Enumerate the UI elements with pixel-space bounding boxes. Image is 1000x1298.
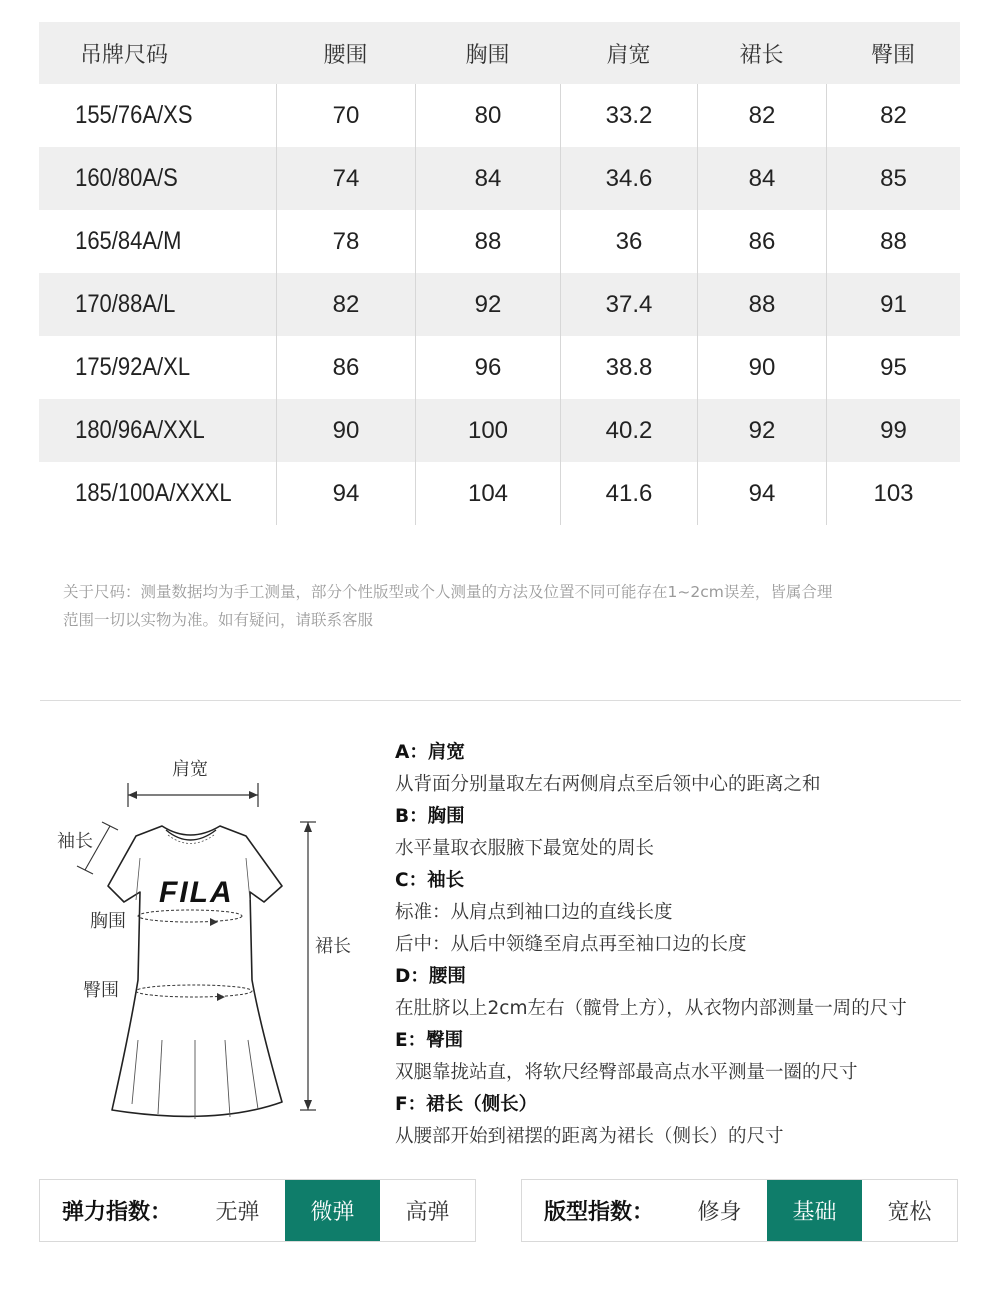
cell-waist: 78 [276,210,415,273]
fit-option[interactable]: 宽松 [887,1200,932,1225]
elasticity-option[interactable]: 高弹 [405,1200,450,1225]
table-row [39,336,960,399]
cell-size: 160/80A/S [75,164,178,192]
cell-hip: 82 [826,84,960,147]
measurement-note [63,578,963,634]
cell-waist: 94 [276,462,415,525]
cell-size: 170/88A/L [75,290,176,318]
cell-length: 88 [697,273,826,336]
guide-description: 双腿靠拢站直，将软尺经臀部最高点水平测量一圈的尺寸 [395,1062,858,1083]
guide-title: E：臀围 [395,1030,464,1051]
dress-illustration [40,740,380,1140]
guide-title: C：袖长 [395,870,465,891]
cell-hip: 85 [826,147,960,210]
length-label: 裙长 [315,936,351,957]
table-header-row [39,22,960,84]
cell-chest: 80 [415,84,560,147]
cell-hip: 103 [826,462,960,525]
elasticity-option[interactable]: 微弹 [285,1180,380,1241]
cell-waist: 90 [276,399,415,462]
guide-title: F：裙长（侧长） [395,1094,538,1115]
header-hip: 臀围 [870,42,915,68]
cell-hip: 95 [826,336,960,399]
table-row [39,462,960,525]
cell-chest: 88 [415,210,560,273]
cell-waist: 86 [276,336,415,399]
table-row [39,147,960,210]
fit-title: 版型指数： [544,1200,655,1225]
elasticity-option[interactable]: 无弹 [215,1200,260,1225]
cell-size: 165/84A/M [75,227,182,255]
cell-length: 92 [697,399,826,462]
cell-chest: 104 [415,462,560,525]
guide-description: 标准：从肩点到袖口边的直线长度 [395,902,673,923]
fit-index [521,1179,958,1242]
cell-size: 175/92A/XL [75,353,191,381]
cell-length: 86 [697,210,826,273]
note-line-2: 范围一切以实物为准。如有疑问，请联系客服 [63,611,374,629]
cell-chest: 84 [415,147,560,210]
cell-chest: 100 [415,399,560,462]
cell-chest: 96 [415,336,560,399]
sleeve-label: 袖长 [57,831,93,852]
table-row [39,84,960,147]
cell-shoulder: 33.2 [560,84,697,147]
table-body [39,84,960,525]
table-row [39,210,960,273]
cell-shoulder: 37.4 [560,273,697,336]
cell-chest: 92 [415,273,560,336]
fit-option[interactable]: 修身 [697,1200,742,1225]
guide-description: 水平量取衣服腋下最宽处的周长 [395,838,655,859]
chest-label: 胸围 [90,911,126,932]
elasticity-title: 弹力指数： [62,1200,173,1225]
measurement-guide [395,737,995,1153]
cell-hip: 91 [826,273,960,336]
elasticity-index [39,1179,476,1242]
cell-waist: 82 [276,273,415,336]
header-length: 裙长 [739,42,784,68]
cell-waist: 70 [276,84,415,147]
cell-hip: 99 [826,399,960,462]
cell-shoulder: 40.2 [560,399,697,462]
size-table [39,22,960,525]
cell-shoulder: 36 [560,210,697,273]
hip-label: 臀围 [83,980,119,1001]
cell-length: 90 [697,336,826,399]
fila-logo: FILA [159,876,234,909]
table-row [39,273,960,336]
cell-shoulder: 38.8 [560,336,697,399]
note-line-1: 关于尺码：测量数据均为手工测量，部分个性版型或个人测量的方法及位置不同可能存在1~2cm误差，皆属合理 [63,583,833,601]
guide-description: 后中：从后中领缝至肩点再至袖口边的长度 [395,934,747,955]
cell-length: 84 [697,147,826,210]
cell-length: 82 [697,84,826,147]
guide-description: 从背面分别量取左右两侧肩点至后领中心的距离之和 [395,774,821,795]
shoulder-label: 肩宽 [172,759,208,780]
cell-waist: 74 [276,147,415,210]
guide-description: 从腰部开始到裙摆的距离为裙长（侧长）的尺寸 [395,1126,784,1147]
guide-title: D：腰围 [395,966,466,987]
section-divider [40,700,961,701]
guide-description: 在肚脐以上2cm左右（髋骨上方），从衣物内部测量一周的尺寸 [395,998,907,1019]
header-shoulder: 肩宽 [606,42,651,68]
cell-size: 185/100A/XXXL [75,479,232,507]
cell-shoulder: 34.6 [560,147,697,210]
header-waist: 腰围 [323,42,368,68]
cell-shoulder: 41.6 [560,462,697,525]
header-tag-size: 吊牌尺码 [80,42,169,68]
guide-title: A：肩宽 [395,742,465,763]
header-chest: 胸围 [465,42,510,68]
guide-title: B：胸围 [395,806,465,827]
cell-length: 94 [697,462,826,525]
cell-size: 155/76A/XS [75,101,193,129]
cell-hip: 88 [826,210,960,273]
cell-size: 180/96A/XXL [75,416,205,444]
table-row [39,399,960,462]
fit-option[interactable]: 基础 [767,1180,862,1241]
